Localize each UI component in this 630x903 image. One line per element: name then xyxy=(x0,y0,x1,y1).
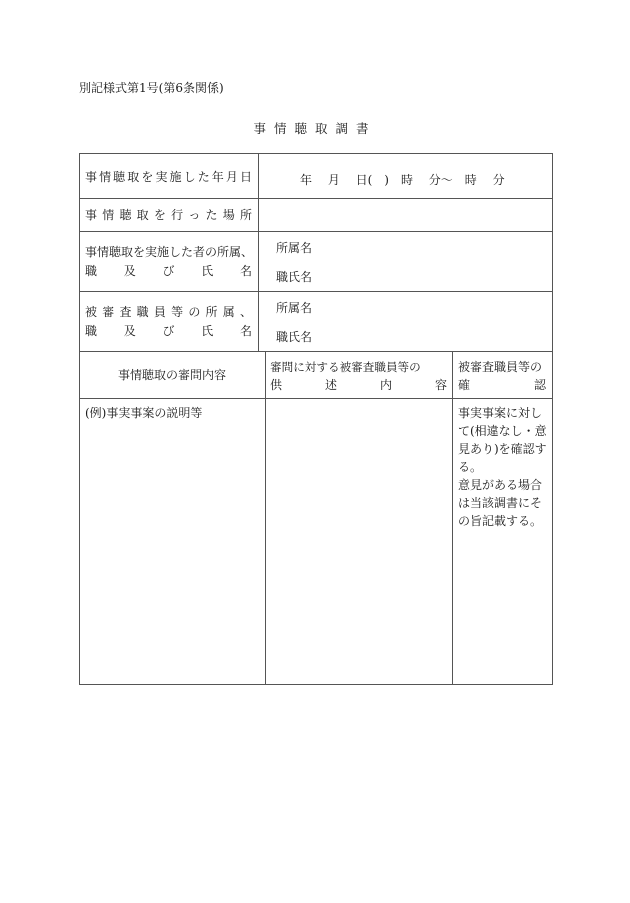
confirmation-note-line: の旨記載する。 xyxy=(458,514,543,528)
form-reference: 別記様式第1号(第6条関係) xyxy=(79,81,224,95)
column-header-confirmation-line1: 被審査職員等の xyxy=(458,360,543,374)
interviewee-title-name-label: 職氏名 xyxy=(276,330,313,344)
confirmation-note-line: 意見がある場合 xyxy=(458,478,543,492)
interviewer-label-line1: 事情聴取を実施した者の所属、 xyxy=(85,245,254,259)
interviewer-label-line2: 職及び氏名 xyxy=(85,264,252,278)
date-value: 年 月 日( ) 時 分～ 時 分 xyxy=(300,173,505,187)
date-label: 事情聴取を実施した年月日 xyxy=(85,170,252,184)
interviewee-label-line1: 被審査職員等の所属、 xyxy=(85,305,252,319)
interviewee-label-line2: 職及び氏名 xyxy=(85,324,252,338)
confirmation-note-line: る。 xyxy=(458,460,483,474)
interviewee-affiliation-label: 所属名 xyxy=(276,301,313,315)
confirmation-note-line: 見あり)を確認す xyxy=(458,442,547,456)
column-header-confirmation-line2: 確認 xyxy=(458,378,546,392)
confirmation-note xyxy=(458,404,550,530)
questions-example-text: (例)事実事案の説明等 xyxy=(85,406,203,420)
column-header-questions: 事情聴取の審問内容 xyxy=(117,368,226,382)
confirmation-note-line: は当該調書にそ xyxy=(458,496,543,510)
confirmation-note-line: て(相違なし・意 xyxy=(458,424,547,438)
confirmation-note-line: 事実事案に対し xyxy=(458,406,543,420)
column-header-statement-line2: 供述内容 xyxy=(270,378,447,392)
interviewer-title-name-label: 職氏名 xyxy=(276,270,313,284)
place-label: 事情聴取を行った場所 xyxy=(85,208,252,222)
document-title: 事情聴取調書 xyxy=(253,121,377,136)
column-header-statement-line1: 審問に対する被審査職員等の xyxy=(270,360,421,374)
interviewer-affiliation-label: 所属名 xyxy=(276,241,313,255)
